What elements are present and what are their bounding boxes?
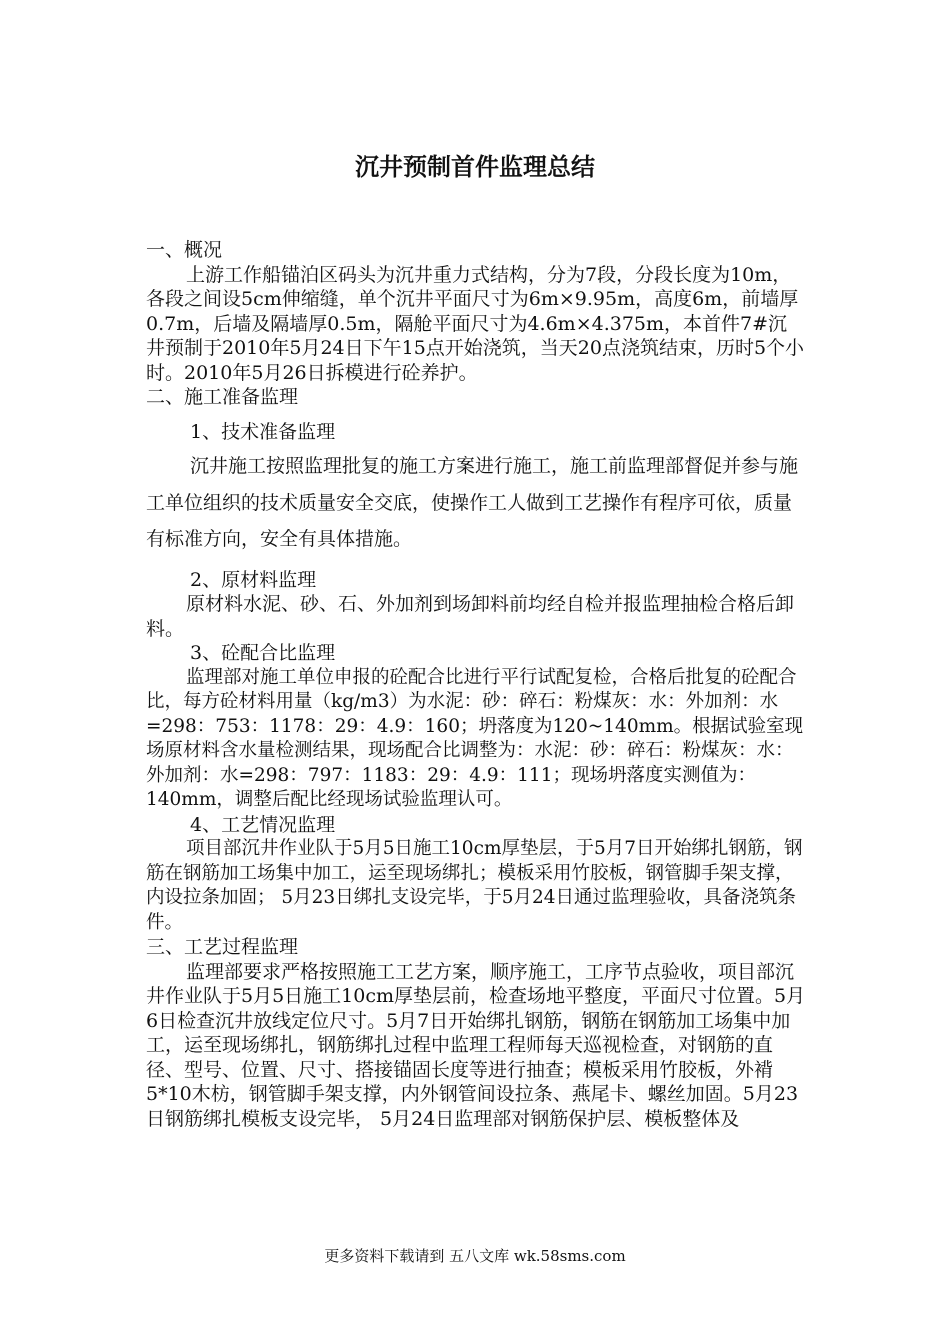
paragraph-materials: 原材料水泥、砂、石、外加剂到场卸料前均经自检并报监理抽检合格后卸料。 bbox=[146, 593, 795, 640]
paragraph-process-supervision: 监理部要求严格按照施工工艺方案，顺序施工，工序节点验收，项目部沉井作业队于5月5日施工10cm厚垫层前，检查场地平整度，平面尺寸位置。5月6日检查沉井放线定位尺寸。5月7日开始绑扎钢筋，钢筋在钢筋加工场集中加工，运至现场绑扎，钢筋绑扎过程中监理工程师每天巡视检查，对钢筋的直径、型号、位置、尺寸、搭接锚固长度等进行抽查；模板采用竹胶板，外褙5*10木枋，钢管脚手架支撑，内外钢管间设拉条、燕尾卡、螺丝加固。5月23日钢筋绑扎模板支设完毕， 5月24日监理部对钢筋保护层、模板整体及 bbox=[146, 960, 806, 1130]
document-title: 沉井预制首件监理总结 bbox=[355, 153, 595, 181]
paragraph-technical: 沉井施工按照监理批复的施工方案进行施工，施工前监理部督促并参与施工单位组织的技术质量安全交底，使操作工人做到工艺操作有程序可依，质量有标准方向，安全有具体措施。 bbox=[146, 455, 799, 550]
section-heading-process-supervision: 三、工艺过程监理 bbox=[146, 936, 299, 958]
section-heading-overview: 一、概况 bbox=[146, 239, 223, 261]
paragraph-process: 项目部沉井作业队于5月5日施工10cm厚垫层，于5月7日开始绑扎钢筋，钢筋在钢筋加工场集中加工，运至现场绑扎；模板采用竹胶板，钢管脚手架支撑，内设拉条加固； 5月23日绑扎支设完毕，于5月24日通过监理验收，具备浇筑条件。 bbox=[146, 838, 803, 933]
subsection-heading-materials: 2、原材料监理 bbox=[190, 568, 317, 591]
section-heading-preparation: 二、施工准备监理 bbox=[146, 386, 299, 408]
subsection-heading-process: 4、工艺情况监理 bbox=[190, 813, 336, 836]
subsection-heading-technical: 1、技术准备监理 bbox=[190, 420, 336, 443]
footer-link-text[interactable]: 更多资料下载请到 五八文库 wk.58sms.com bbox=[324, 1247, 626, 1265]
paragraph-overview: 上游工作船锚泊区码头为沉井重力式结构，分为7段，分段长度为10m，各段之间设5cm伸缩缝，单个沉井平面尺寸为6m×9.95m，高度6m，前墙厚0.7m，后墙及隔墙厚0.5m，隔舱平面尺寸为4.6m×4.375m，本首件7#沉井预制于2010年5月24日下午15点开始浇筑，当天20点浇筑结束，历时5个小时。2010年5月26日拆模进行砼养护。 bbox=[146, 263, 805, 384]
paragraph-mix-ratio: 监理部对施工单位申报的砼配合比进行平行试配复检，合格后批复的砼配合比，每方砼材料用量（kg/m3）为水泥：砂：碎石：粉煤灰：水：外加剂：水=298：753：1178：29：4.9：160；坍落度为120~140mm。根据试验室现场原材料含水量检测结果，现场配合比调整为：水泥：砂：碎石：粉煤灰：水：外加剂：水=298：797：1183：29：4.9：111；现场坍落度实测值为：140mm，调整后配比经现场试验监理认可。 bbox=[146, 666, 804, 810]
document-body bbox=[146, 238, 806, 1131]
subsection-heading-mix-ratio: 3、砼配合比监理 bbox=[190, 642, 336, 664]
